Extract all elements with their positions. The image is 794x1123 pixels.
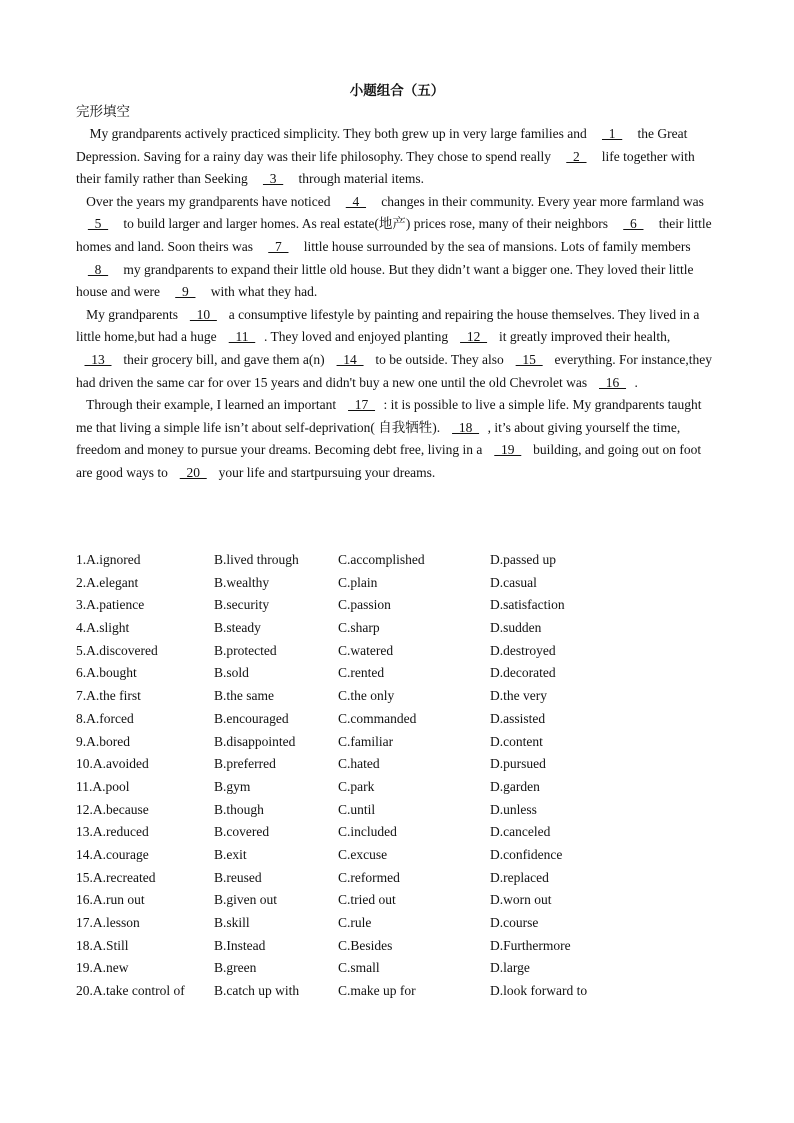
option-a: 11.A.pool [76, 778, 130, 794]
option-c: C.passion [338, 597, 391, 613]
passage-text: . [634, 374, 638, 390]
option-a: 16.A.run out [76, 892, 145, 908]
option-a: 4.A.slight [76, 620, 130, 636]
blank-13: 13 [84, 351, 112, 367]
option-d: D.assisted [490, 710, 546, 726]
passage-text: . They loved and enjoyed planting [263, 329, 452, 345]
option-b: B.disappointed [214, 733, 296, 749]
option-a: 17.A.lesson [76, 915, 140, 930]
option-b: B.encouraged [214, 710, 289, 726]
option-b: B.lived through [214, 552, 299, 567]
blank-19: 19 [494, 442, 522, 458]
option-d: D.canceled [490, 824, 551, 840]
option-d: D.passed up [490, 552, 556, 567]
option-c: C.excuse [338, 846, 388, 862]
option-d: D.Furthermore [490, 937, 571, 953]
option-d: D.large [490, 960, 530, 976]
blank-9: 9 [175, 284, 196, 300]
blank-10: 10 [189, 306, 217, 322]
option-b: B.catch up with [214, 983, 300, 999]
option-c: C.the only [338, 688, 395, 704]
option-a: 19.A.new [76, 960, 129, 976]
blank-16: 16 [599, 374, 627, 390]
passage-paragraph [76, 304, 716, 394]
option-a: 3.A.patience [76, 597, 145, 613]
option-d: D.look forward to [490, 983, 588, 999]
passage-text: building, and going out on foot are good ways to [76, 442, 702, 480]
option-c: C.accomplished [338, 552, 425, 567]
option-d: D.replaced [490, 869, 549, 885]
blank-2: 2 [566, 148, 587, 164]
blank-3: 3 [262, 171, 284, 187]
option-d: D.confidence [490, 846, 563, 862]
option-b: B.security [214, 597, 270, 613]
option-d: D.worn out [490, 892, 552, 908]
answer-options [76, 552, 716, 1006]
option-a: 1.A.ignored [76, 552, 141, 567]
option-c: C.hated [338, 756, 380, 772]
passage-paragraph [76, 394, 716, 484]
option-a: 15.A.recreated [76, 869, 156, 885]
option-a: 20.A.take control of [76, 983, 185, 999]
option-row [76, 802, 716, 825]
option-b: B.preferred [214, 756, 276, 772]
option-a: 14.A.courage [76, 846, 149, 862]
blank-1: 1 [601, 126, 623, 141]
blank-5: 5 [87, 216, 109, 232]
passage-paragraph [76, 191, 716, 304]
option-c: C.Besides [338, 937, 393, 953]
blank-7: 7 [268, 238, 289, 254]
option-row [76, 824, 716, 847]
passage-text: Over the years my grandparents have noticed [76, 193, 334, 209]
blank-12: 12 [460, 329, 488, 345]
blank-8: 8 [87, 261, 109, 277]
option-row [76, 960, 716, 983]
option-c: C.plain [338, 574, 378, 590]
option-row [76, 892, 716, 915]
option-c: C.familiar [338, 733, 394, 749]
option-b: B.the same [214, 688, 274, 704]
option-d: D.unless [490, 801, 537, 817]
option-a: 6.A.bought [76, 665, 137, 681]
option-b: B.protected [214, 642, 277, 658]
option-c: C.until [338, 801, 376, 817]
passage-text: , it’s about giving yourself the time, freedom and money to pursue your dreams. Becoming debt free, living in a [76, 419, 681, 458]
blank-6: 6 [623, 216, 644, 232]
option-a: 7.A.the first [76, 688, 141, 704]
option-a: 12.A.because [76, 801, 149, 817]
option-b: B.reused [214, 869, 262, 885]
passage-text: their grocery bill, and gave them a(n) [120, 351, 329, 367]
option-d: D.sudden [490, 620, 542, 636]
option-row [76, 870, 716, 893]
option-row [76, 552, 716, 575]
passage-text: little house surrounded by the sea of mansions. Lots of family members [300, 238, 691, 254]
option-a: 9.A.bored [76, 733, 130, 749]
passage-text: My grandparents [76, 306, 182, 322]
option-b: B.green [214, 960, 257, 976]
option-c: C.tried out [338, 892, 396, 908]
option-row [76, 597, 716, 620]
blank-11: 11 [228, 329, 256, 345]
option-row [76, 688, 716, 711]
passage-text: My grandparents actively practiced simplicity. They both grew up in very large families and [76, 126, 591, 141]
option-a: 18.A.Still [76, 937, 129, 953]
passage-text: the Great Depression. Saving for a rainy day was their life philosophy. They chose to spend really [76, 126, 688, 164]
option-row [76, 575, 716, 598]
option-a: 2.A.elegant [76, 574, 139, 590]
passage-text: a consumptive lifestyle by painting and repairing the house themselves. They lived in a little home,but had a huge [76, 306, 700, 345]
option-row [76, 620, 716, 643]
passage-text: to be outside. They also [372, 351, 508, 367]
option-c: C.sharp [338, 620, 380, 636]
option-b: B.though [214, 801, 264, 817]
option-c: C.included [338, 824, 397, 840]
blank-14: 14 [336, 351, 364, 367]
blank-20: 20 [179, 464, 207, 480]
option-d: D.the very [490, 688, 547, 704]
option-d: D.decorated [490, 665, 556, 681]
option-c: C.small [338, 960, 380, 976]
option-a: 5.A.discovered [76, 642, 158, 658]
option-c: C.commanded [338, 710, 417, 726]
option-a: 10.A.avoided [76, 756, 149, 772]
option-row [76, 734, 716, 757]
passage-text: my grandparents to expand their little old house. But they didn’t want a bigger one. They loved their little house and were [76, 261, 694, 300]
option-d: D.pursued [490, 756, 546, 772]
option-b: B.exit [214, 846, 247, 862]
blank-17: 17 [348, 397, 376, 413]
option-d: D.garden [490, 778, 540, 794]
option-row [76, 938, 716, 961]
option-row [76, 779, 716, 802]
option-a: 13.A.reduced [76, 824, 149, 840]
passage-text: to build larger and larger homes. As real estate(地产) prices rose, many of their neighbors [120, 216, 612, 232]
passage-text: with what they had. [207, 284, 318, 300]
option-c: C.make up for [338, 983, 416, 999]
option-c: C.rented [338, 665, 385, 681]
option-d: D.content [490, 733, 543, 749]
option-row [76, 915, 716, 938]
option-row [76, 643, 716, 666]
option-b: B.skill [214, 915, 250, 930]
option-c: C.watered [338, 642, 394, 658]
passage-text: : it is possible to live a simple life. My grandparents taught me that living a simple life isn’t about self-deprivation( 自我牺牲). [76, 397, 702, 435]
option-c: C.reformed [338, 869, 400, 885]
option-row [76, 665, 716, 688]
option-d: D.casual [490, 574, 537, 590]
option-b: B.covered [214, 824, 270, 840]
option-row [76, 847, 716, 870]
blank-15: 15 [515, 351, 543, 367]
option-row [76, 756, 716, 779]
passage-text: changes in their community. Every year more farmland was [377, 193, 704, 209]
page-title: 小题组合（五） [349, 83, 445, 99]
cloze-passage [76, 123, 716, 485]
passage-text: your life and startpursuing your dreams. [215, 464, 436, 480]
option-c: C.rule [338, 915, 372, 930]
option-row [76, 983, 716, 1006]
option-d: D.satisfaction [490, 597, 565, 613]
passage-text: everything. For instance,they had driven the same car for over 15 years and didn't buy a new one until the old Chevrolet was [76, 351, 712, 390]
passage-text: life together with their family rather than Seeking [76, 148, 695, 187]
option-d: D.destroyed [490, 642, 556, 658]
option-d: D.course [490, 915, 539, 930]
option-b: B.wealthy [214, 574, 270, 590]
option-c: C.park [338, 778, 375, 794]
passage-text: their little homes and land. Soon theirs was [76, 216, 712, 254]
passage-text: through material items. [295, 171, 425, 187]
passage-text: Through their example, I learned an important [76, 397, 340, 413]
option-row [76, 711, 716, 734]
option-b: B.Instead [214, 937, 266, 953]
section-heading: 完形填空 [76, 104, 130, 120]
passage-paragraph [76, 123, 716, 191]
option-b: B.given out [214, 892, 277, 908]
blank-4: 4 [345, 193, 367, 209]
option-a: 8.A.forced [76, 710, 134, 726]
blank-18: 18 [452, 419, 480, 435]
passage-text: it greatly improved their health, [495, 329, 671, 345]
option-b: B.steady [214, 620, 261, 636]
option-b: B.sold [214, 665, 249, 681]
option-b: B.gym [214, 778, 251, 794]
